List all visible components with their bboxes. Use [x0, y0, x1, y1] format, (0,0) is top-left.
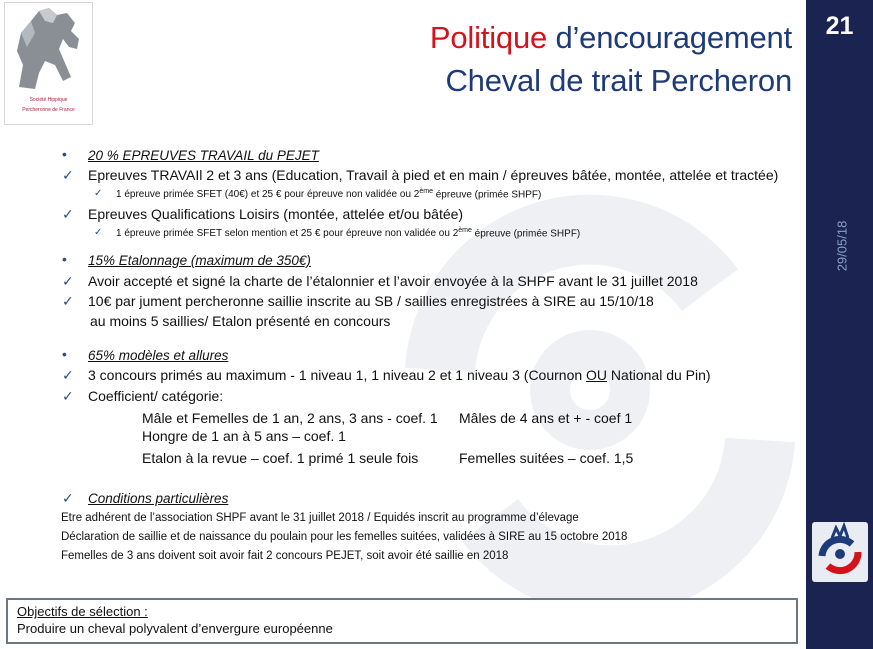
list-item: Epreuves TRAVAIl 2 et 3 ans (Education, Travail à pied et en main / épreuves bâtée, montée, attelée et tractée)	[88, 167, 779, 183]
date-label	[814, 212, 869, 280]
condition-line: Déclaration de saillie et de naissance du poulain pour les femelles suitées, validées à SIRE au 15 octobre 2018	[61, 531, 628, 543]
sub-item-text-a: 1 épreuve primée SFET (40€) et 25 € pour épreuve non validée ou 2	[116, 189, 420, 201]
checkmark-icon: ✓	[62, 490, 74, 506]
page-title	[430, 20, 792, 56]
round-bullet-icon: •	[62, 346, 67, 362]
section-heading-conditions: Conditions particulières	[88, 491, 229, 506]
sub-row	[94, 227, 580, 239]
checkmark-icon: ✓	[62, 273, 74, 289]
checkmark-icon: ✓	[94, 188, 103, 199]
coef-r3-right: Femelles suitées – coef. 1,5	[459, 450, 634, 466]
bullet-row	[62, 347, 228, 363]
checkmark-icon: ✓	[62, 167, 74, 183]
superscript: ème	[419, 188, 433, 195]
coef-r1-left: Mâle et Femelles de 1 an, 2 ans, 3 ans - coef. 1	[142, 410, 438, 426]
round-bullet-icon: •	[62, 146, 67, 162]
coef-r3-left: Etalon à la revue – coef. 1 primé 1 seule fois	[142, 450, 419, 466]
bullet-row	[62, 252, 311, 268]
objectives-label: Objectifs de sélection :	[17, 604, 148, 619]
sub-item-text-b: épreuve (primée SHPF)	[471, 228, 581, 240]
list-item-ou: OU	[586, 367, 608, 383]
shpf-logo	[4, 2, 93, 125]
check-row	[62, 206, 463, 222]
list-item: Epreuves Qualifications Loisirs (montée, attelée et/ou bâtée)	[88, 206, 464, 222]
logo-text-line2: Percheronne de France	[22, 107, 75, 113]
right-sidebar	[806, 0, 873, 649]
section-heading-modeles: 65% modèles et allures	[88, 348, 229, 363]
bullet-row	[62, 147, 319, 163]
checkmark-icon: ✓	[62, 293, 74, 309]
list-item-continuation: au moins 5 saillies/ Etalon présenté en concours	[90, 313, 391, 329]
sub-item-text-b: épreuve (primée SHPF)	[432, 189, 542, 201]
list-item-text-a: 3 concours primés au maximum - 1 niveau 1, 1 niveau 2 et 1 niveau 3 (Cournon	[88, 367, 587, 383]
list-item-text-b: National du Pin)	[607, 367, 711, 383]
date-text: 29/05/18	[834, 220, 849, 272]
coef-r1-right: Mâles de 4 ans et + - coef 1	[459, 410, 633, 426]
checkmark-icon: ✓	[94, 227, 103, 238]
checkmark-icon: ✓	[62, 388, 74, 404]
check-row	[62, 167, 778, 183]
round-bullet-icon: •	[62, 251, 67, 267]
list-item: 10€ par jument percheronne saillie inscrite au SB / saillies enregistrées à SIRE au 15/10/18	[88, 293, 654, 309]
check-row	[62, 293, 654, 309]
check-row	[62, 388, 223, 404]
list-item: Avoir accepté et signé la charte de l’étalonnier et l’avoir envoyée à la SHPF avant le 31 juillet 2018	[88, 273, 698, 289]
condition-line: Etre adhérent de l’association SHPF avant le 31 juillet 2018 / Equidés inscrit au programme d’élevage	[61, 512, 579, 524]
checkmark-icon: ✓	[62, 206, 74, 222]
checkmark-icon: ✓	[62, 367, 74, 383]
check-row	[62, 367, 711, 383]
slide-number: 21	[825, 12, 854, 40]
sub-row	[94, 188, 541, 200]
logo-text-line1: Société Hippique	[29, 97, 68, 103]
objectives-text: Produire un cheval polyvalent d’envergure européenne	[17, 621, 333, 636]
condition-line: Femelles de 3 ans doivent soit avoir fait 2 concours PEJET, soit avoir été saillie en 2018	[61, 550, 509, 562]
horse-logo-icon	[5, 3, 92, 93]
title-blue-part: d’encouragement	[547, 20, 792, 55]
superscript: ème	[458, 227, 472, 234]
hippique-emblem-icon	[812, 522, 868, 582]
check-row	[62, 273, 698, 289]
check-row	[62, 490, 228, 506]
objectives-box	[6, 598, 798, 644]
title-red-part: Politique	[429, 20, 548, 55]
list-item: Coefficient/ catégorie:	[88, 388, 224, 404]
section-heading-etalonnage: 15% Etalonnage (maximum de 350€)	[88, 253, 311, 268]
coef-r2-left: Hongre de 1 an à 5 ans – coef. 1	[142, 428, 346, 444]
sub-item-text-a: 1 épreuve primée SFET selon mention et 25 € pour épreuve non validée ou 2	[116, 228, 459, 240]
page-subtitle: Cheval de trait Percheron	[445, 63, 792, 98]
section-heading-travail: 20 % EPREUVES TRAVAIL du PEJET	[88, 148, 319, 163]
